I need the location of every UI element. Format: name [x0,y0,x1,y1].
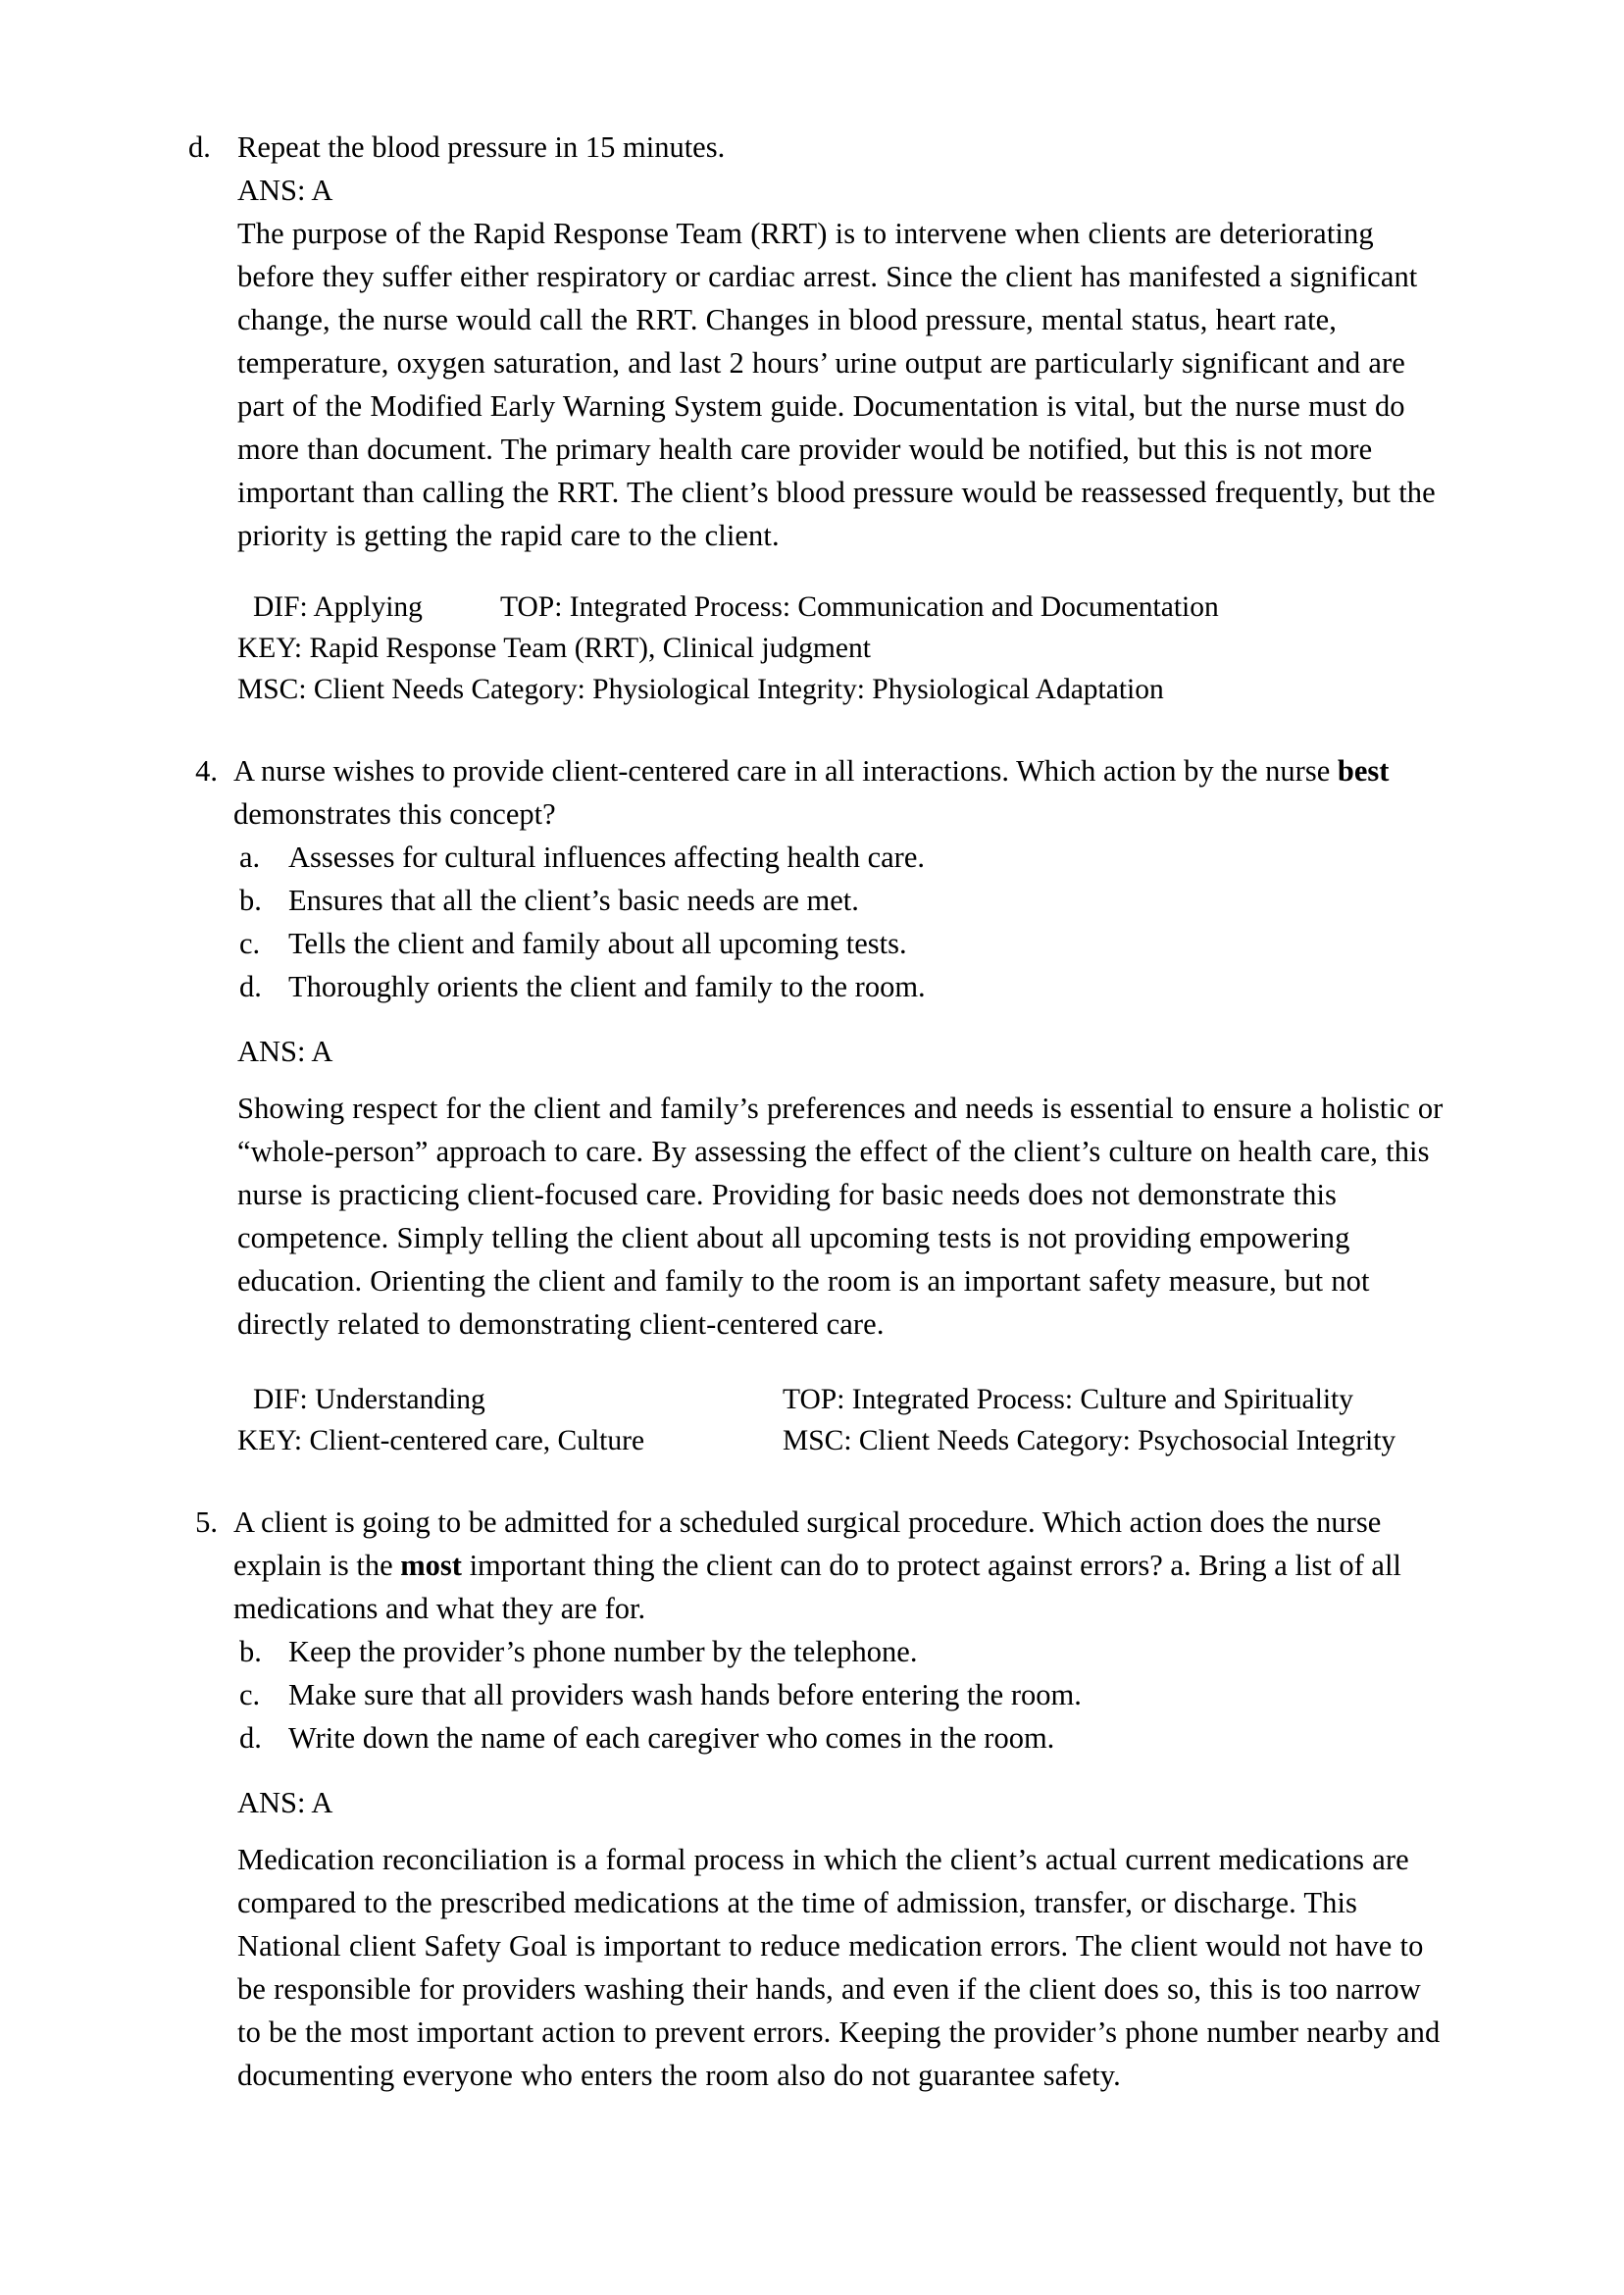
q4-answer-line: ANS: A [237,1035,333,1068]
q3-option-d-text: Repeat the blood pressure in 15 minutes. [237,130,726,164]
q4-option-c [233,922,1447,965]
q4-stem-row [182,749,1447,836]
page-content [182,126,1447,2097]
q4-option-a [233,836,1447,879]
q5-option-d-letter: d. [239,1721,262,1755]
q4-option-b-letter: b. [239,884,262,917]
q3-rationale: The purpose of the Rapid Response Team (RRT) is to intervene when clients are deteriorating before they suffer either respiratory or cardiac arrest. Since the client has manifested a significant change, the nurse would call the RRT. Changes in blood pressure, mental status, heart rate, temperature, oxygen saturation, and last 2 hours’ urine output are particularly significant and are part of the Modified Early Warning System guide. Documentation is vital, but the nurse must do more than document. The primary health care provider would be notified, but this is not more important than calling the RRT. The client’s blood pressure would be reassessed frequently, but the priority is getting the rapid care to the client. [237,217,1436,552]
q3-option-d [182,126,1447,169]
q4-option-d [233,965,1447,1008]
q3-meta-dif: DIF: Applying [253,591,423,623]
q4-meta-top: TOP: Integrated Process: Culture and Spirituality [783,1384,1353,1415]
q5-answer-line: ANS: A [237,1786,333,1819]
q5-answer-wrap [237,1781,1447,2097]
q4-stem-part2: demonstrates this concept? [233,797,556,831]
q4-number: 4. [195,754,218,788]
q3-meta-msc: MSC: Client Needs Category: Physiological Integrity: Physiological Adaptation [237,674,1164,705]
q5-stem-part1: A client is going to be admitted for a scheduled surgical procedure. Which action does the nurse explain is the [233,1505,1382,1582]
q3-answer-line: ANS: A [237,174,333,207]
q5-option-c [233,1673,1447,1716]
q5-options [233,1630,1447,1760]
q5-option-c-letter: c. [239,1678,261,1711]
q4-meta-row-2 [237,1420,1447,1461]
q4-stem-part1: A nurse wishes to provide client-centered care in all interactions. Which action by the nurse [233,754,1338,788]
q4-option-c-letter: c. [239,927,261,960]
q4-answer-wrap [237,1030,1447,1346]
q5-option-b-letter: b. [239,1635,262,1668]
q3-meta-key: KEY: Rapid Response Team (RRT), Clinical judgment [237,633,871,664]
q3-meta-row-2 [237,628,1447,669]
q3-option-d-letter: d. [188,130,211,164]
q4-stem-emphasis: best [1337,754,1390,788]
q4-option-c-text: Tells the client and family about all upcoming tests. [288,927,907,960]
q3-metadata-block [237,586,1447,710]
q5-option-b-text: Keep the provider’s phone number by the telephone. [288,1635,918,1668]
q3-meta-row-3 [237,669,1447,710]
q3-meta-row-1 [237,586,1447,628]
q5-number: 5. [195,1505,218,1539]
q3-meta-top: TOP: Integrated Process: Communication and Documentation [500,591,1219,623]
q5-option-c-text: Make sure that all providers wash hands before entering the room. [288,1678,1082,1711]
q4-meta-dif: DIF: Understanding [253,1384,485,1415]
q4-option-d-letter: d. [239,970,262,1003]
q5-rationale: Medication reconciliation is a formal process in which the client’s actual current medications are compared to the prescribed medications at the time of admission, transfer, or discharge. This National client Safety Goal is important to reduce medication errors. The client would not have to be responsible for providers washing their hands, and even if the client does so, this is too narrow to be the most important action to prevent errors. Keeping the provider’s phone number nearby and documenting everyone who enters the room also do not guarantee safety. [237,1843,1441,2092]
q4-metadata-block [237,1379,1447,1461]
q4-option-a-letter: a. [239,841,261,874]
q5-option-b [233,1630,1447,1673]
q3-answer-wrap [237,169,1447,557]
q4-rationale: Showing respect for the client and family’s preferences and needs is essential to ensure a holistic or “whole-person” approach to care. By assessing the effect of the client’s culture on health care, this nurse is practicing client-focused care. Providing for basic needs does not demonstrate this competence. Simply telling the client about all upcoming tests is not providing empowering education. Orienting the client and family to the room is an important safety measure, but not directly related to demonstrating client-centered care. [237,1092,1444,1341]
q5-stem-row [182,1501,1447,1630]
q4-option-b-text: Ensures that all the client’s basic needs are met. [288,884,859,917]
q4-option-b [233,879,1447,922]
q5-stem-part2: important thing the client can do to protect against errors? a. Bring a list of all medications and what they are for. [233,1549,1401,1625]
q5-option-d [233,1716,1447,1760]
q4-meta-msc: MSC: Client Needs Category: Psychosocial Integrity [783,1425,1396,1456]
q4-meta-key: KEY: Client-centered care, Culture [237,1425,645,1456]
q5-stem [233,1501,1447,1630]
q4-meta-row-1 [237,1379,1447,1420]
q5-stem-emphasis: most [400,1549,462,1582]
q4-stem [233,749,1447,836]
q4-options [233,836,1447,1008]
q4-option-d-text: Thoroughly orients the client and family to the room. [288,970,926,1003]
q5-option-d-text: Write down the name of each caregiver who comes in the room. [288,1721,1055,1755]
q4-option-a-text: Assesses for cultural influences affecting health care. [288,841,925,874]
